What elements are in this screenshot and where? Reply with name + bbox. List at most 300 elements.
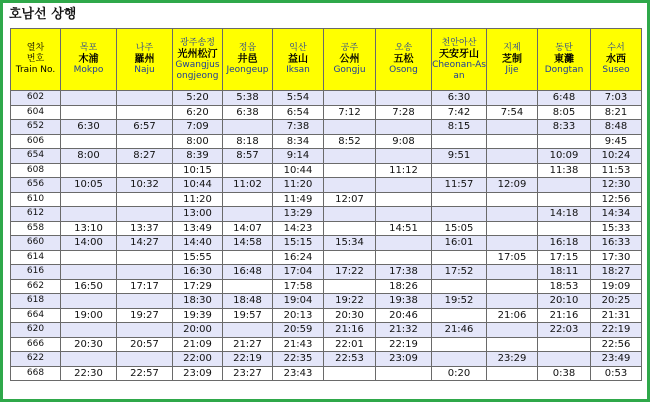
time-cell: 8:52: [324, 134, 376, 149]
header-station: [223, 29, 273, 91]
time-cell: 13:37: [117, 221, 173, 236]
time-cell: 15:05: [432, 221, 487, 236]
header-train-ko2: 번호: [26, 54, 45, 64]
header-station: [432, 29, 487, 91]
station-name-ko: 지제: [503, 43, 521, 53]
time-cell: 16:18: [538, 236, 591, 251]
time-cell: 17:29: [173, 279, 223, 294]
time-cell: 23:29: [487, 352, 538, 367]
time-cell: 22:35: [273, 352, 324, 367]
time-cell: [487, 221, 538, 236]
time-cell: [538, 352, 591, 367]
time-cell: 16:30: [173, 265, 223, 280]
time-cell: 18:11: [538, 265, 591, 280]
time-cell: 23:09: [173, 366, 223, 381]
timetable-body: [11, 91, 642, 381]
header-station: [591, 29, 642, 91]
time-cell: 22:19: [223, 352, 273, 367]
station-name-en: Suseo: [602, 65, 630, 75]
train-number-cell: 660: [11, 236, 61, 251]
time-cell: [487, 265, 538, 280]
time-cell: [61, 192, 117, 207]
time-cell: 23:49: [591, 352, 642, 367]
time-cell: 16:24: [273, 250, 324, 265]
time-cell: [376, 149, 432, 164]
time-cell: 10:44: [273, 163, 324, 178]
time-cell: 8:34: [273, 134, 324, 149]
time-cell: 17:15: [538, 250, 591, 265]
train-number-cell: 666: [11, 337, 61, 352]
time-cell: [432, 207, 487, 222]
train-number-cell: 652: [11, 120, 61, 135]
header-station: [61, 29, 117, 91]
time-cell: 13:10: [61, 221, 117, 236]
time-cell: [223, 120, 273, 135]
time-cell: [117, 207, 173, 222]
time-cell: 23:09: [376, 352, 432, 367]
header-station: [117, 29, 173, 91]
time-cell: 19:00: [61, 308, 117, 323]
time-cell: 10:05: [61, 178, 117, 193]
time-cell: 11:12: [376, 163, 432, 178]
time-cell: [432, 163, 487, 178]
table-row: [11, 352, 642, 367]
time-cell: 20:57: [117, 337, 173, 352]
time-cell: 10:44: [173, 178, 223, 193]
time-cell: [223, 279, 273, 294]
time-cell: [376, 236, 432, 251]
time-cell: 23:27: [223, 366, 273, 381]
time-cell: 7:54: [487, 105, 538, 120]
time-cell: [117, 265, 173, 280]
train-number-cell: 622: [11, 352, 61, 367]
station-name-hanja: 光州松汀: [177, 48, 218, 60]
table-row: [11, 308, 642, 323]
time-cell: 20:30: [61, 337, 117, 352]
table-row: [11, 134, 642, 149]
time-cell: 0:20: [432, 366, 487, 381]
time-cell: 16:48: [223, 265, 273, 280]
time-cell: 11:57: [432, 178, 487, 193]
time-cell: [324, 366, 376, 381]
header-train-number: [11, 29, 61, 91]
time-cell: 8:48: [591, 120, 642, 135]
time-cell: 21:16: [324, 323, 376, 338]
time-cell: [61, 105, 117, 120]
time-cell: 6:30: [61, 120, 117, 135]
time-cell: [376, 91, 432, 106]
time-cell: [487, 207, 538, 222]
time-cell: [538, 221, 591, 236]
time-cell: 22:53: [324, 352, 376, 367]
time-cell: [324, 178, 376, 193]
time-cell: [117, 192, 173, 207]
time-cell: 5:38: [223, 91, 273, 106]
station-name-en: Cheonan-Asan: [432, 59, 486, 81]
station-name-ko: 광주송정: [180, 37, 215, 48]
time-cell: [432, 308, 487, 323]
time-cell: 18:53: [538, 279, 591, 294]
time-cell: [223, 163, 273, 178]
time-cell: [61, 294, 117, 309]
time-cell: [487, 337, 538, 352]
time-cell: 6:30: [432, 91, 487, 106]
time-cell: [538, 134, 591, 149]
time-cell: 15:55: [173, 250, 223, 265]
time-cell: 18:26: [376, 279, 432, 294]
time-cell: [61, 265, 117, 280]
table-row: [11, 105, 642, 120]
header-row: [11, 29, 642, 91]
time-cell: 8:39: [173, 149, 223, 164]
station-name-en: Jije: [505, 65, 519, 75]
time-cell: [538, 192, 591, 207]
station-name-hanja: 芝制: [502, 54, 522, 65]
time-cell: [61, 352, 117, 367]
table-row: [11, 192, 642, 207]
time-cell: 11:02: [223, 178, 273, 193]
time-cell: 6:57: [117, 120, 173, 135]
time-cell: 8:33: [538, 120, 591, 135]
time-cell: 22:56: [591, 337, 642, 352]
time-cell: 15:34: [324, 236, 376, 251]
station-name-hanja: 水西: [606, 54, 626, 65]
time-cell: [487, 149, 538, 164]
train-number-cell: 602: [11, 91, 61, 106]
time-cell: 17:22: [324, 265, 376, 280]
time-cell: 17:38: [376, 265, 432, 280]
station-name-ko: 익산: [289, 43, 307, 53]
time-cell: 18:48: [223, 294, 273, 309]
time-cell: 16:50: [61, 279, 117, 294]
station-name-ko: 수서: [607, 43, 625, 53]
time-cell: 17:17: [117, 279, 173, 294]
time-cell: [487, 236, 538, 251]
time-cell: 19:09: [591, 279, 642, 294]
station-name-ko: 목포: [79, 43, 98, 53]
time-cell: 6:20: [173, 105, 223, 120]
time-cell: 19:57: [223, 308, 273, 323]
header-train-en: Train No.: [15, 65, 56, 75]
time-cell: [61, 207, 117, 222]
time-cell: 21:16: [538, 308, 591, 323]
time-cell: 14:34: [591, 207, 642, 222]
time-cell: [487, 366, 538, 381]
station-name-ko: 공주: [340, 43, 359, 53]
time-cell: [117, 163, 173, 178]
table-row: [11, 149, 642, 164]
time-cell: [376, 366, 432, 381]
station-name-hanja: 益山: [288, 54, 308, 65]
train-number-cell: 618: [11, 294, 61, 309]
train-number-cell: 616: [11, 265, 61, 280]
time-cell: [117, 352, 173, 367]
time-cell: 22:00: [173, 352, 223, 367]
train-number-cell: 606: [11, 134, 61, 149]
time-cell: 20:46: [376, 308, 432, 323]
station-name-en: Jeongeup: [226, 65, 269, 75]
time-cell: 9:45: [591, 134, 642, 149]
time-cell: 19:52: [432, 294, 487, 309]
time-cell: 7:03: [591, 91, 642, 106]
time-cell: 22:19: [591, 323, 642, 338]
time-cell: [487, 91, 538, 106]
station-name-hanja: 井邑: [237, 54, 258, 65]
time-cell: 19:04: [273, 294, 324, 309]
time-cell: 8:27: [117, 149, 173, 164]
time-cell: 17:58: [273, 279, 324, 294]
time-cell: [324, 279, 376, 294]
station-name-en: Gongju: [333, 65, 366, 75]
train-number-cell: 614: [11, 250, 61, 265]
time-cell: 8:21: [591, 105, 642, 120]
time-cell: 7:38: [273, 120, 324, 135]
table-row: [11, 265, 642, 280]
time-cell: 9:14: [273, 149, 324, 164]
time-cell: 10:09: [538, 149, 591, 164]
station-name-hanja: 天安牙山: [439, 48, 479, 60]
time-cell: 14:51: [376, 221, 432, 236]
time-cell: 5:20: [173, 91, 223, 106]
time-cell: 17:52: [432, 265, 487, 280]
time-cell: 19:27: [117, 308, 173, 323]
time-cell: 20:30: [324, 308, 376, 323]
time-cell: 22:57: [117, 366, 173, 381]
station-name-ko: 동탄: [555, 43, 573, 53]
time-cell: [61, 91, 117, 106]
time-cell: 20:00: [173, 323, 223, 338]
time-cell: [223, 207, 273, 222]
table-row: [11, 279, 642, 294]
train-number-cell: 662: [11, 279, 61, 294]
time-cell: 7:09: [173, 120, 223, 135]
time-cell: 9:51: [432, 149, 487, 164]
page-title: 호남선 상행: [9, 7, 77, 22]
train-number-cell: 654: [11, 149, 61, 164]
time-cell: 8:00: [173, 134, 223, 149]
header-station: [273, 29, 324, 91]
time-cell: 11:53: [591, 163, 642, 178]
train-number-cell: 620: [11, 323, 61, 338]
time-cell: [432, 134, 487, 149]
time-cell: 20:59: [273, 323, 324, 338]
time-cell: 15:15: [273, 236, 324, 251]
time-cell: [324, 250, 376, 265]
station-name-ko: 나주: [135, 43, 154, 53]
time-cell: 22:03: [538, 323, 591, 338]
time-cell: 8:00: [61, 149, 117, 164]
time-cell: [487, 323, 538, 338]
time-cell: [117, 134, 173, 149]
time-cell: 16:33: [591, 236, 642, 251]
time-cell: [61, 323, 117, 338]
time-cell: [223, 192, 273, 207]
time-cell: 8:15: [432, 120, 487, 135]
time-cell: 8:05: [538, 105, 591, 120]
table-row: [11, 323, 642, 338]
time-cell: [487, 120, 538, 135]
time-cell: 16:01: [432, 236, 487, 251]
train-number-cell: 612: [11, 207, 61, 222]
station-name-en: Naju: [134, 65, 155, 75]
time-cell: 12:07: [324, 192, 376, 207]
station-name-en: Dongtan: [544, 65, 584, 75]
time-cell: [376, 192, 432, 207]
time-cell: 14:40: [173, 236, 223, 251]
time-cell: 0:53: [591, 366, 642, 381]
time-cell: 9:08: [376, 134, 432, 149]
time-cell: [324, 221, 376, 236]
time-cell: 10:32: [117, 178, 173, 193]
time-cell: [324, 207, 376, 222]
header-station: [538, 29, 591, 91]
time-cell: 18:27: [591, 265, 642, 280]
time-cell: 17:04: [273, 265, 324, 280]
time-cell: [117, 294, 173, 309]
train-number-cell: 668: [11, 366, 61, 381]
table-row: [11, 91, 642, 106]
time-cell: [376, 120, 432, 135]
time-cell: 13:00: [173, 207, 223, 222]
time-cell: 13:49: [173, 221, 223, 236]
time-cell: [432, 352, 487, 367]
station-name-hanja: 羅州: [134, 54, 155, 65]
time-cell: [538, 178, 591, 193]
time-cell: [487, 192, 538, 207]
station-name-ko: 오송: [394, 43, 413, 53]
time-cell: 21:32: [376, 323, 432, 338]
time-cell: [432, 279, 487, 294]
time-cell: 14:00: [61, 236, 117, 251]
station-name-en: Mokpo: [73, 65, 104, 75]
time-cell: 21:43: [273, 337, 324, 352]
time-cell: 20:25: [591, 294, 642, 309]
time-cell: 11:49: [273, 192, 324, 207]
time-cell: 14:58: [223, 236, 273, 251]
time-cell: 6:54: [273, 105, 324, 120]
header-station: [376, 29, 432, 91]
time-cell: [432, 337, 487, 352]
train-number-cell: 658: [11, 221, 61, 236]
table-row: [11, 120, 642, 135]
time-cell: 18:30: [173, 294, 223, 309]
time-cell: [223, 323, 273, 338]
station-name-hanja: 東灘: [554, 54, 574, 65]
time-cell: 22:19: [376, 337, 432, 352]
time-cell: 19:22: [324, 294, 376, 309]
time-cell: 14:27: [117, 236, 173, 251]
train-number-cell: 610: [11, 192, 61, 207]
time-cell: [432, 192, 487, 207]
time-cell: 6:48: [538, 91, 591, 106]
timetable: [10, 28, 642, 381]
train-number-cell: 656: [11, 178, 61, 193]
time-cell: 12:30: [591, 178, 642, 193]
time-cell: [324, 163, 376, 178]
time-cell: [324, 91, 376, 106]
time-cell: [61, 250, 117, 265]
time-cell: 23:43: [273, 366, 324, 381]
time-cell: 10:15: [173, 163, 223, 178]
table-row: [11, 207, 642, 222]
table-row: [11, 236, 642, 251]
station-name-hanja: 公州: [339, 54, 360, 65]
time-cell: 6:38: [223, 105, 273, 120]
station-name-en: Iksan: [286, 65, 310, 75]
time-cell: [487, 163, 538, 178]
time-cell: 20:13: [273, 308, 324, 323]
train-number-cell: 604: [11, 105, 61, 120]
time-cell: [324, 120, 376, 135]
time-cell: [61, 134, 117, 149]
time-cell: 21:27: [223, 337, 273, 352]
time-cell: [376, 178, 432, 193]
station-name-ko: 천안아산: [441, 37, 477, 48]
time-cell: 8:57: [223, 149, 273, 164]
time-cell: [117, 250, 173, 265]
time-cell: 20:10: [538, 294, 591, 309]
time-cell: 12:56: [591, 192, 642, 207]
table-row: [11, 221, 642, 236]
time-cell: [324, 149, 376, 164]
time-cell: 19:38: [376, 294, 432, 309]
time-cell: [117, 323, 173, 338]
time-cell: 5:54: [273, 91, 324, 106]
time-cell: 10:24: [591, 149, 642, 164]
time-cell: 0:38: [538, 366, 591, 381]
time-cell: 19:39: [173, 308, 223, 323]
table-row: [11, 366, 642, 381]
time-cell: 7:12: [324, 105, 376, 120]
table-row: [11, 163, 642, 178]
time-cell: [223, 250, 273, 265]
time-cell: 17:30: [591, 250, 642, 265]
time-cell: [538, 337, 591, 352]
time-cell: 14:18: [538, 207, 591, 222]
header-station: [173, 29, 223, 91]
time-cell: [432, 250, 487, 265]
station-name-hanja: 五松: [393, 54, 414, 65]
time-cell: 14:23: [273, 221, 324, 236]
station-name-en: Osong: [389, 65, 418, 75]
time-cell: [117, 91, 173, 106]
time-cell: 22:01: [324, 337, 376, 352]
time-cell: [376, 207, 432, 222]
table-row: [11, 337, 642, 352]
time-cell: [487, 294, 538, 309]
time-cell: [117, 105, 173, 120]
header-train-ko1: 열차: [26, 43, 45, 53]
table-row: [11, 250, 642, 265]
time-cell: 15:33: [591, 221, 642, 236]
time-cell: [61, 163, 117, 178]
time-cell: 21:09: [173, 337, 223, 352]
table-row: [11, 294, 642, 309]
time-cell: [376, 250, 432, 265]
time-cell: 11:20: [173, 192, 223, 207]
time-cell: 12:09: [487, 178, 538, 193]
time-cell: 22:30: [61, 366, 117, 381]
station-name-hanja: 木浦: [78, 54, 99, 65]
station-name-ko: 정읍: [238, 43, 257, 53]
train-number-cell: 664: [11, 308, 61, 323]
time-cell: [487, 279, 538, 294]
station-name-en: Gwangjusongjeong: [175, 59, 220, 81]
time-cell: 8:18: [223, 134, 273, 149]
time-cell: 17:05: [487, 250, 538, 265]
train-number-cell: 608: [11, 163, 61, 178]
header-station: [487, 29, 538, 91]
